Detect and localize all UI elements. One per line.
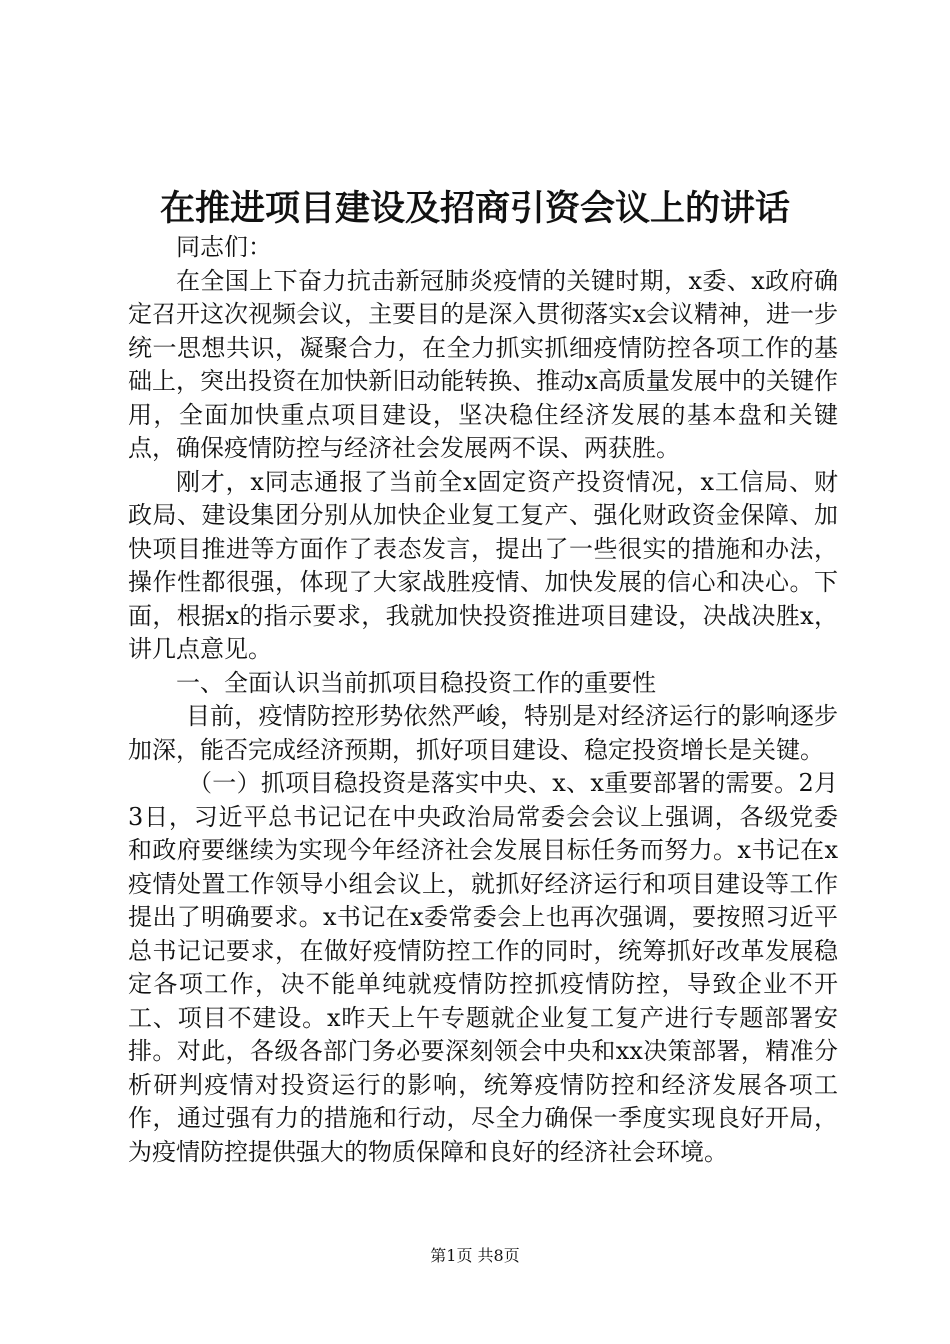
page-footer: 第1页 共8页 bbox=[430, 1246, 520, 1265]
document-body bbox=[128, 231, 838, 1169]
greeting: 同志们： bbox=[176, 233, 272, 261]
paragraph-1: 在全国上下奋力抗击新冠肺炎疫情的关键时期，x委、x政府确定召开这次视频会议，主要目的是深入贯彻落实x会议精神，进一步统一思想共识，凝聚合力，在全力抓实抓细疫情防控各项工作的基础上，突出投资在加快新旧动能转换、推动x高质量发展中的关键作用，全面加快重点项目建设，坚决稳住经济发展的基本盘和关键点，确保疫情防控与经济社会发展两不误、两获胜。 bbox=[128, 266, 838, 462]
paragraph-3: 目前，疫情防控形势依然严峻，特别是对经济运行的影响逐步加深，能否完成经济预期，抓好项目建设、稳定投资增长是关键。 bbox=[128, 702, 838, 764]
paragraph-4: （一）抓项目稳投资是落实中央、x、x重要部署的需要。2月3日，习近平总书记记在中央政治局常委会会议上强调，各级党委和政府要继续为实现今年经济社会发展目标任务而努力。x书记在x疫情处置工作领导小组会议上，就抓好经济运行和项目建设等工作提出了明确要求。x书记在x委常委会上也再次强调，要按照习近平总书记记要求，在做好疫情防控工作的同时，统筹抓好改革发展稳定各项工作，决不能单纯就疫情防控抓疫情防控，导致企业不开工、项目不建设。x昨天上午专题就企业复工复产进行专题部署安排。对此，各级各部门务必要深刻领会中央和xx决策部署，精准分析研判疫情对投资运行的影响，统筹疫情防控和经济发展各项工作，通过强有力的措施和行动，尽全力确保一季度实现良好开局，为疫情防控提供强大的物质保障和良好的经济社会环境。 bbox=[128, 769, 838, 1166]
paragraph-2: 刚才，x同志通报了当前全x固定资产投资情况，x工信局、财政局、建设集团分别从加快企业复工复产、强化财政资金保障、加快项目推进等方面作了表态发言，提出了一些很实的措施和办法，操作性都很强，体现了大家战胜疫情、加快发展的信心和决心。下面，根据x的指示要求，我就加快投资推进项目建设，决战决胜x，讲几点意见。 bbox=[128, 467, 838, 663]
document-title: 在推进项目建设及招商引资会议上的讲话 bbox=[159, 188, 790, 229]
section-heading-1: 一、全面认识当前抓项目稳投资工作的重要性 bbox=[176, 668, 656, 697]
